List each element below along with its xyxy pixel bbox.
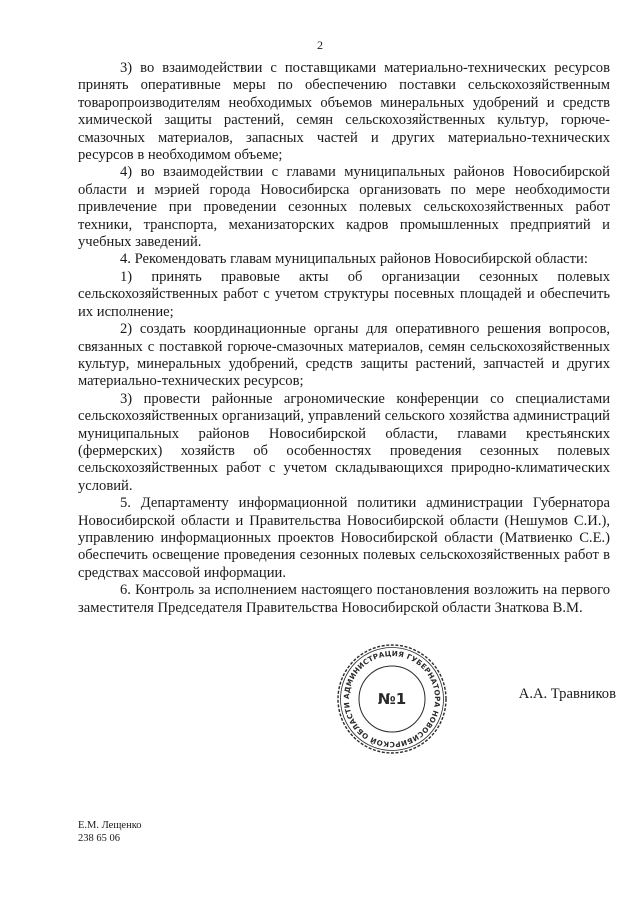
paragraph-section-6: 6. Контроль за исполнением настоящего постановления возложить на первого заместителя Председателя Правительства Новосибирской области Знаткова В.М. [78, 582, 610, 616]
paragraph-section-4: 4. Рекомендовать главам муниципальных районов Новосибирской области: [120, 251, 588, 268]
paragraph-item-4: 4) во взаимодействии с главами муниципальных районов Новосибирской области и мэрией города Новосибирска организовать по мере необходимости привлечение при проведении сезонных полевых сельскохозяйственных работ техники, транспорта, механизаторских кадров промышленных предприятий и учебных заведений. [78, 164, 610, 251]
executor-name: Е.М. Лещенко [78, 820, 142, 831]
page-number: 2 [317, 38, 323, 52]
executor-phone: 238 65 06 [78, 833, 120, 844]
paragraph-item-3: 3) во взаимодействии с поставщиками материально-технических ресурсов принять оперативные меры по обеспечению поставки сельскохозяйственным товаропроизводителям необходимых объемов минеральных удобрений и средств химической защиты растений, семян сельскохозяйственных культур, горюче-смазочных материалов, запасных частей и других материально-технических ресурсов в необходимом объеме; [78, 60, 610, 164]
executor-block [78, 819, 142, 845]
paragraph-4-1: 1) принять правовые акты об организации сезонных полевых сельскохозяйственных работ с учетом структуры посевных площадей и обеспечить их исполнение; [78, 268, 610, 320]
official-seal [336, 643, 448, 755]
signer-name: А.А. Травников [518, 686, 616, 702]
seal-stamp-icon [336, 643, 448, 755]
seal-text: АДМИНИСТРАЦИЯ ГУБЕРНАТОРА НОВОСИБИРСКОЙ ОБЛАСТИ [341, 648, 443, 750]
paragraph-4-3: 3) провести районные агрономические конференции со специалистами сельскохозяйственных организаций, управлений сельского хозяйства администраций муниципальных районов Новосибирской области, главами крестьянских (фермерских) хозяйств об особенностях проведения сезонных полевых сельскохозяйственных работ с учетом складывающихся природно-климатических условий. [78, 390, 610, 494]
document-body [78, 60, 610, 617]
paragraph-section-5: 5. Департаменту информационной политики администрации Губернатора Новосибирской области и Правительства Новосибирской области (Нешумов С.И.), управлению информационных проектов Новосибирской области (Матвиенко С.Е.) обеспечить освещение проведения сезонных полевых сельскохозяйственных работ в средствах массовой информации. [78, 495, 610, 581]
paragraph-4-2: 2) создать координационные органы для оперативного решения вопросов, связанных с поставкой горюче-смазочных материалов, семян сельскохозяйственных культур, минеральных удобрений, средств защиты растений, запчастей и других материально-технических ресурсов; [78, 321, 610, 390]
seal-number: №1 [377, 690, 407, 708]
